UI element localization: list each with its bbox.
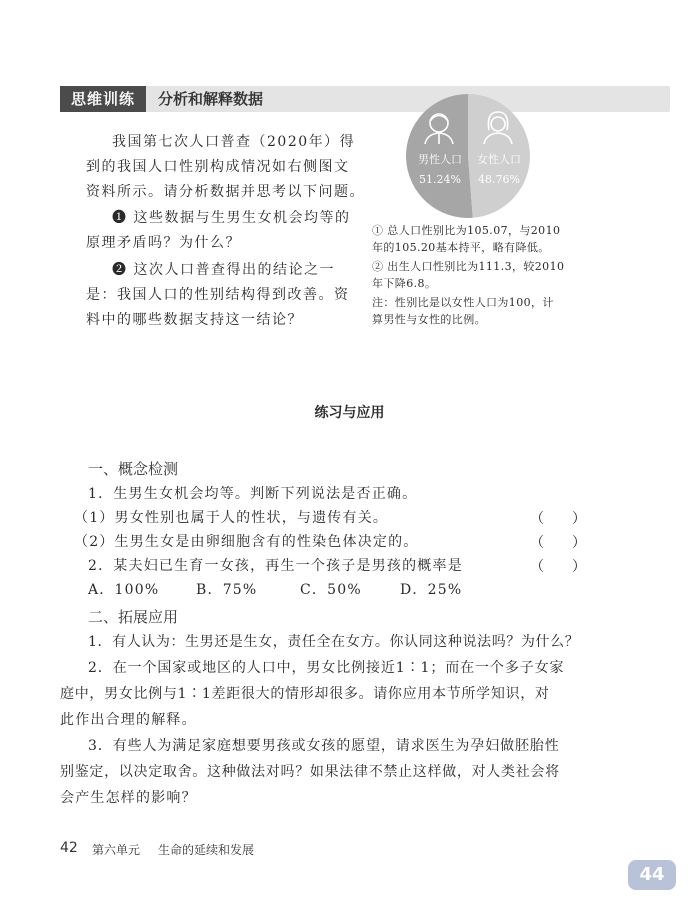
page-number: 42: [60, 840, 78, 856]
chart-note-1: [372, 222, 612, 256]
note-line: 年的105.20基本持平，略有降低。: [372, 241, 550, 254]
answer-paren-1b: （ ）: [530, 535, 586, 551]
note-line: 注：性别比是以女性人口为100，计: [372, 296, 554, 309]
answer-paren-1a: （ ）: [530, 511, 586, 527]
part2-question-3-line: 3．有些人为满足家庭想要男孩或女孩的愿望，请求医生为孕妇做胚胎性: [88, 738, 560, 754]
question-1: [86, 206, 376, 256]
header-band: [60, 86, 670, 112]
practice-title: 练习与应用: [314, 405, 385, 421]
option-a: A．100%: [88, 582, 160, 598]
intro-line: 到的我国人口性别构成情况如右侧图文: [86, 159, 350, 175]
part2-question-3-line: 会产生怎样的影响？: [60, 790, 197, 806]
question-line: 料中的哪些数据支持这一结论？: [86, 312, 303, 328]
note-line: 算男性与女性的比例。: [372, 313, 486, 326]
part2-question-3-line: 别鉴定，以决定取舍。这种做法对吗？如果法律不禁止这样做，对人类社会将: [60, 764, 560, 780]
part1-question-2: 2．某夫妇已生育一女孩，再生一个孩子是男孩的概率是: [88, 558, 463, 574]
part2-question-2-line: 此作出合理的解释。: [60, 712, 197, 728]
chart-footnote: [372, 294, 612, 328]
part2-question-1: 1．有人认为：生男还是生女，责任全在女方。你认同这种说法吗？为什么？: [88, 634, 580, 650]
question-2: [86, 258, 376, 333]
answer-paren-2: （ ）: [530, 559, 586, 575]
male-slice-label: 男性人口: [418, 153, 462, 166]
part2-question-2-line: 庭中，男女比例与1∶1差距很大的情形却很多。请你应用本节所学知识，对: [60, 686, 550, 702]
male-slice-value: 51.24%: [419, 173, 461, 186]
female-slice-value: 48.76%: [478, 173, 520, 186]
part1-question-1: 1．生男生女机会均等。判断下列说法是否正确。: [88, 486, 418, 502]
option-b: B．75%: [196, 582, 258, 598]
page-badge: 44: [628, 860, 676, 890]
question-line: ❷ 这次人口普查得出的结论之一: [112, 262, 335, 278]
intro-paragraph: [86, 130, 376, 205]
note-line: ① 总人口性别比为105.07，与2010: [372, 224, 561, 237]
section-heading: 分析和解释数据: [158, 90, 264, 108]
female-slice-label: 女性人口: [477, 153, 521, 166]
part2-question-2-line: 2．在一个国家或地区的人口中，男女比例接近1∶1；而在一个多子女家: [88, 660, 565, 676]
part1-question-1b: （2）生男生女是由卵细胞含有的性染色体决定的。: [74, 534, 419, 550]
option-c: C．50%: [300, 582, 362, 598]
question-line: ❶ 这些数据与生男生女机会均等的: [112, 210, 351, 226]
question-line: 是：我国人口的性别结构得到改善。资: [86, 287, 350, 303]
note-line: ② 出生人口性别比为111.3，较2010: [372, 260, 565, 273]
section-tag: 思维训练: [60, 86, 146, 112]
footer-chapter: 生命的延续和发展: [158, 843, 255, 857]
part1-heading: 一、概念检测: [88, 460, 179, 478]
footer-unit: 第六单元: [92, 843, 141, 857]
note-line: 年下降6.8。: [372, 277, 437, 290]
part2-heading: 二、拓展应用: [88, 608, 179, 626]
chart-note-2: [372, 258, 612, 292]
option-d: D．25%: [400, 582, 463, 598]
part1-question-1a: （1）男女性别也属于人的性状，与遗传有关。: [74, 510, 389, 526]
intro-line: 资料所示。请分析数据并思考以下问题。: [86, 184, 365, 200]
question-line: 原理矛盾吗？为什么？: [86, 235, 241, 251]
intro-line: 我国第七次人口普查（2020年）得: [112, 134, 356, 150]
population-gender-pie-chart: [398, 92, 538, 222]
